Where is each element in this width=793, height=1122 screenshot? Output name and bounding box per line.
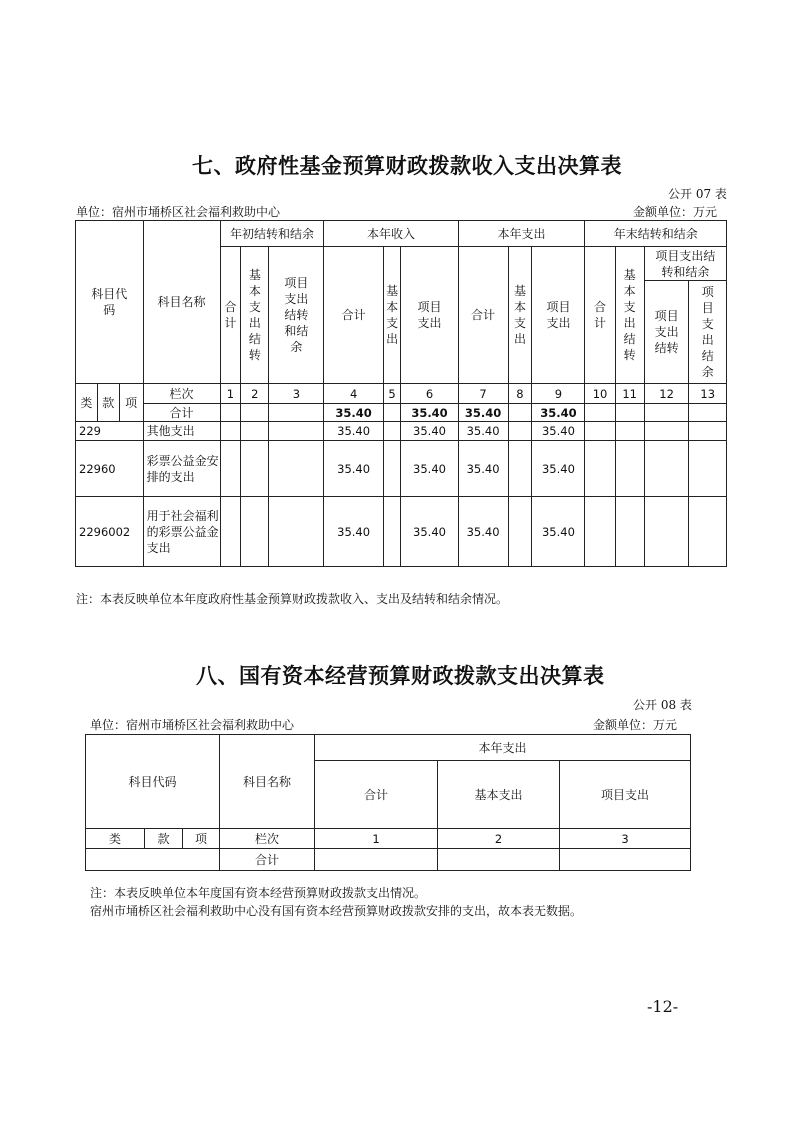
s8-total-cell [560, 849, 691, 871]
row-cell [644, 497, 689, 567]
s8-header-total: 合计 [315, 761, 438, 829]
section7-title: 七、政府性基金预算财政拨款收入支出决算表 [192, 154, 622, 178]
col-number: 1 [220, 384, 241, 404]
header-xiang: 项 [119, 384, 143, 422]
header-closing: 年末结转和结余 [585, 221, 727, 247]
section7-form-no: 公开 07 表 [668, 187, 727, 201]
row-cell [508, 422, 532, 441]
s8-header-name: 科目名称 [220, 735, 315, 829]
row-cell [644, 422, 689, 441]
total-cell [241, 404, 269, 422]
section8-title: 八、国有资本经营预算财政拨款支出决算表 [196, 664, 605, 688]
header-opening: 年初结转和结余 [220, 221, 324, 247]
table-row [76, 422, 727, 441]
header-lei: 类 [76, 384, 98, 422]
s8-header-expense: 本年支出 [315, 735, 691, 761]
closing-basic: 基本支出结转 [615, 247, 644, 384]
section7-amount-unit: 金额单位：万元 [633, 205, 718, 219]
table-row [76, 441, 727, 497]
row-cell [615, 497, 644, 567]
col-number: 3 [269, 384, 324, 404]
header-expense: 本年支出 [458, 221, 585, 247]
header-kuan: 款 [97, 384, 119, 422]
row-cell [220, 497, 241, 567]
row-name: 其他支出 [143, 422, 220, 441]
income-basic: 基本支出 [383, 247, 401, 384]
closing-total: 合计 [585, 247, 615, 384]
row-cell: 35.40 [401, 441, 458, 497]
header-lanci: 栏次 [143, 384, 220, 404]
total-cell: 35.40 [324, 404, 383, 422]
opening-basic: 基本支出结转 [241, 247, 269, 384]
section8-amount-unit: 金额单位：万元 [593, 718, 678, 732]
row-cell [241, 497, 269, 567]
s8-lanci: 栏次 [220, 829, 315, 849]
total-cell [689, 404, 727, 422]
opening-project: 项目支出结转和结余 [269, 247, 324, 384]
col-number: 12 [644, 384, 689, 404]
row-cell: 35.40 [458, 441, 508, 497]
total-cell [220, 404, 241, 422]
row-cell: 35.40 [458, 497, 508, 567]
total-cell: 35.40 [401, 404, 458, 422]
row-cell [689, 497, 727, 567]
row-cell [585, 441, 615, 497]
col-number: 5 [383, 384, 401, 404]
col-number: 11 [615, 384, 644, 404]
col-number: 6 [401, 384, 458, 404]
row-cell [383, 441, 401, 497]
row-cell: 35.40 [532, 441, 585, 497]
row-cell [615, 441, 644, 497]
row-cell [585, 497, 615, 567]
col-number: 10 [585, 384, 615, 404]
s8-total-label: 合计 [220, 849, 315, 871]
opening-total: 合计 [220, 247, 241, 384]
row-cell: 35.40 [324, 422, 383, 441]
section8-table [85, 734, 691, 871]
header-name: 科目名称 [143, 221, 220, 384]
row-cell: 35.40 [532, 422, 585, 441]
section7-note: 注：本表反映单位本年度政府性基金预算财政拨款收入、支出及结转和结余情况。 [76, 592, 509, 606]
col-number: 8 [508, 384, 532, 404]
row-cell: 35.40 [324, 441, 383, 497]
row-cell [508, 497, 532, 567]
section8-note2: 宿州市埇桥区社会福利救助中心没有国有资本经营预算财政拨款安排的支出，故本表无数据。 [90, 904, 583, 918]
income-project: 项目支出 [401, 247, 458, 384]
total-cell [269, 404, 324, 422]
total-row-label: 合计 [143, 404, 220, 422]
expense-project: 项目支出 [532, 247, 585, 384]
row-cell [644, 441, 689, 497]
row-code: 2296002 [76, 497, 144, 567]
row-name: 彩票公益金安排的支出 [143, 441, 220, 497]
row-cell [615, 422, 644, 441]
row-name: 用于社会福利的彩票公益金支出 [143, 497, 220, 567]
s8-col-number: 2 [438, 829, 560, 849]
row-cell: 35.40 [401, 497, 458, 567]
row-cell: 35.40 [401, 422, 458, 441]
s8-col-number: 3 [560, 829, 691, 849]
row-cell [241, 441, 269, 497]
total-cell [508, 404, 532, 422]
col-number: 4 [324, 384, 383, 404]
total-cell [644, 404, 689, 422]
row-cell: 35.40 [532, 497, 585, 567]
income-total: 合计 [324, 247, 383, 384]
total-cell [615, 404, 644, 422]
row-cell [508, 441, 532, 497]
total-cell [585, 404, 615, 422]
section8-unit: 单位：宿州市埇桥区社会福利救助中心 [90, 718, 295, 732]
row-code: 229 [76, 422, 144, 441]
row-cell [689, 441, 727, 497]
col-number: 9 [532, 384, 585, 404]
s8-lei: 类 [86, 829, 145, 849]
row-cell [585, 422, 615, 441]
row-cell [269, 422, 324, 441]
s8-xiang: 项 [183, 829, 220, 849]
header-code: 科目代码 [76, 221, 144, 384]
header-income: 本年收入 [324, 221, 458, 247]
section8-form-no: 公开 08 表 [633, 698, 692, 712]
col-number: 13 [689, 384, 727, 404]
row-cell [689, 422, 727, 441]
s8-col-number: 1 [315, 829, 438, 849]
total-cell: 35.40 [458, 404, 508, 422]
s8-total-code [86, 849, 220, 871]
closing-project-carry: 项目支出结转 [644, 281, 689, 384]
row-cell [269, 441, 324, 497]
s8-total-cell [438, 849, 560, 871]
table-row [76, 497, 727, 567]
total-cell [383, 404, 401, 422]
col-number: 2 [241, 384, 269, 404]
s8-kuan: 款 [145, 829, 183, 849]
section8-note1: 注：本表反映单位本年度国有资本经营预算财政拨款支出情况。 [90, 886, 427, 900]
expense-total: 合计 [458, 247, 508, 384]
expense-basic: 基本支出 [508, 247, 532, 384]
section7-unit: 单位：宿州市埇桥区社会福利救助中心 [76, 205, 281, 219]
s8-header-code: 科目代码 [86, 735, 220, 829]
row-code: 22960 [76, 441, 144, 497]
row-cell [383, 497, 401, 567]
s8-header-basic: 基本支出 [438, 761, 560, 829]
section7-table [75, 220, 727, 567]
s8-header-project: 项目支出 [560, 761, 691, 829]
row-cell [241, 422, 269, 441]
total-cell: 35.40 [532, 404, 585, 422]
closing-project-group: 项目支出结转和结余 [644, 247, 726, 281]
page-number: -12- [647, 997, 679, 1016]
row-cell [269, 497, 324, 567]
s8-total-cell [315, 849, 438, 871]
row-cell: 35.40 [324, 497, 383, 567]
row-cell: 35.40 [458, 422, 508, 441]
closing-project-surplus: 项目支出结余 [689, 281, 727, 384]
row-cell [383, 422, 401, 441]
col-number: 7 [458, 384, 508, 404]
row-cell [220, 441, 241, 497]
row-cell [220, 422, 241, 441]
